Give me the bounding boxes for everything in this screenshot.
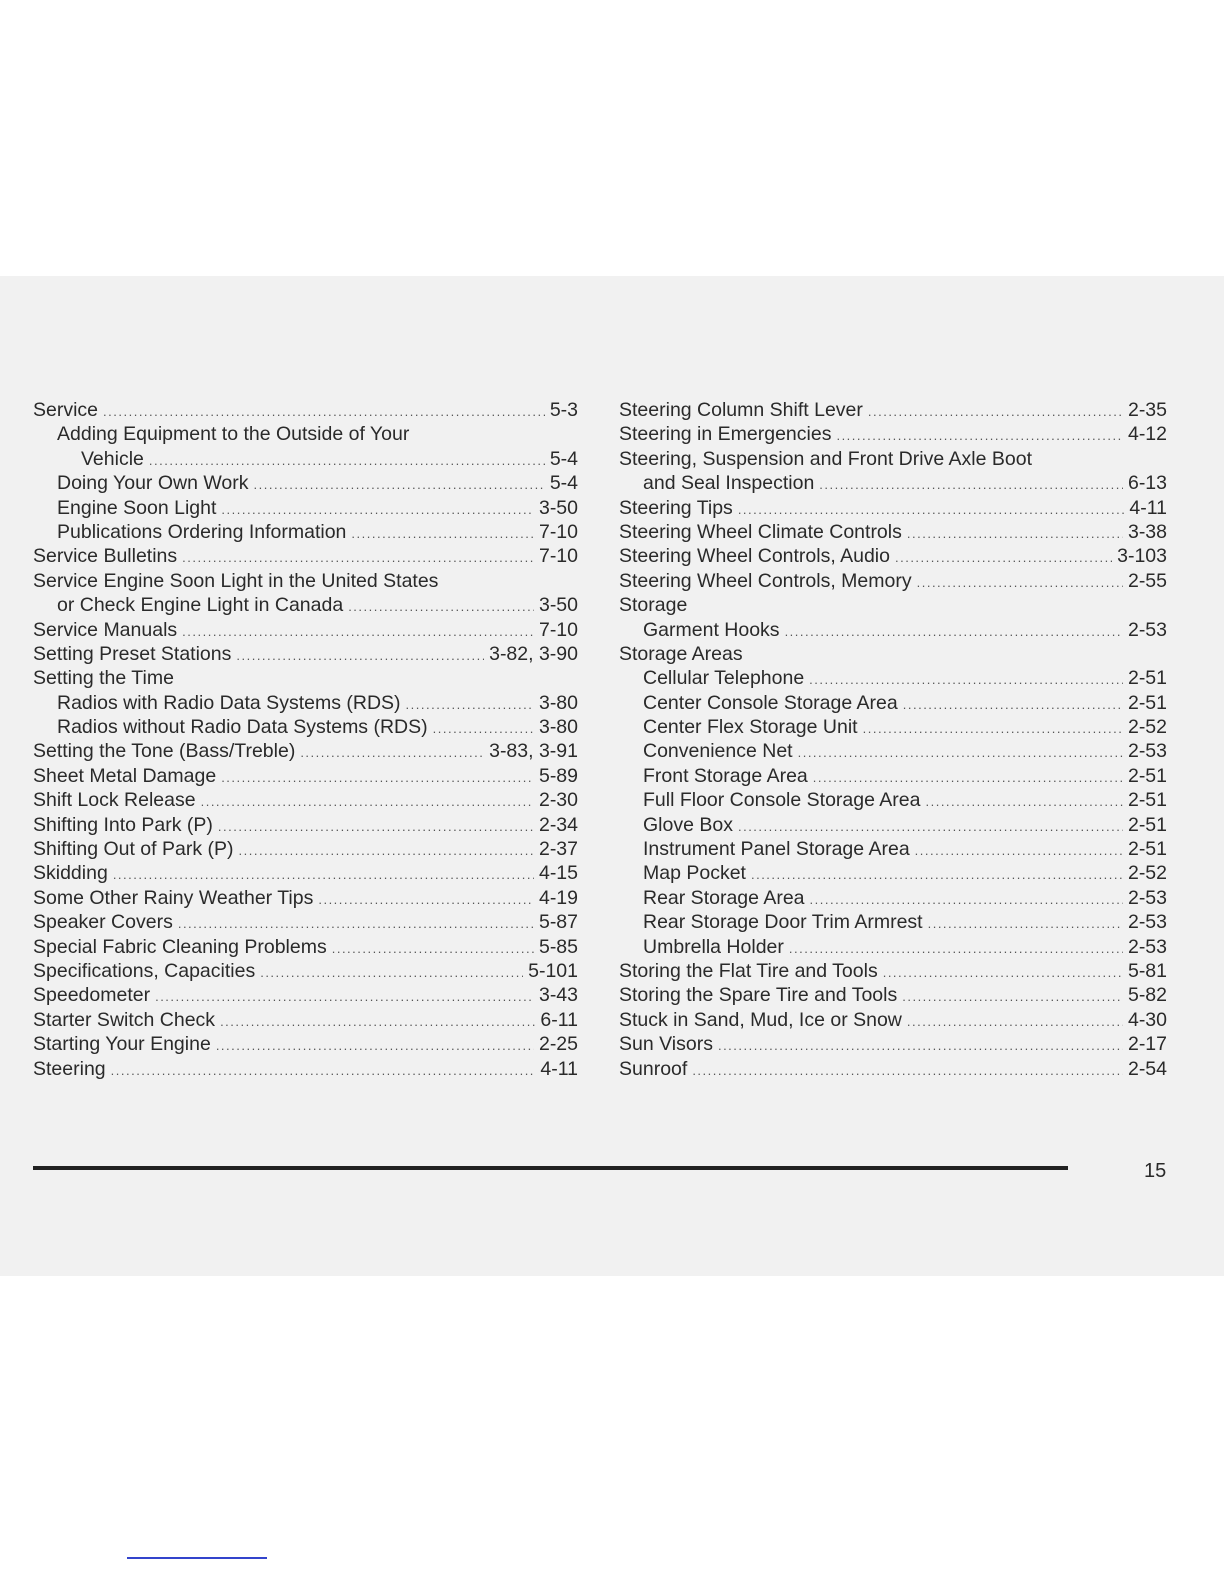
dot-leader bbox=[221, 498, 534, 522]
index-entry bbox=[619, 618, 1167, 642]
index-entry bbox=[619, 593, 1167, 617]
index-entry-page: 2-53 bbox=[1127, 935, 1167, 958]
index-entry bbox=[619, 398, 1167, 422]
index-entry-page: 2-53 bbox=[1127, 618, 1167, 641]
dot-leader bbox=[925, 790, 1122, 814]
index-entry-page: 2-51 bbox=[1127, 813, 1167, 836]
index-entry bbox=[619, 910, 1167, 934]
index-entry-label: Steering, Suspension and Front Drive Axle Boot bbox=[619, 447, 1032, 470]
index-entry-page: 3-50 bbox=[538, 594, 578, 617]
index-entry-label: Glove Box bbox=[643, 813, 733, 836]
index-entry-page: 2-37 bbox=[538, 838, 578, 861]
dot-leader bbox=[201, 790, 534, 814]
index-entry-label: Front Storage Area bbox=[643, 764, 808, 787]
link-underline[interactable] bbox=[127, 1557, 267, 1559]
index-entry bbox=[619, 959, 1167, 983]
index-entry-page: 2-17 bbox=[1127, 1033, 1167, 1056]
index-entry-label: Sheet Metal Damage bbox=[33, 764, 217, 787]
dot-leader bbox=[103, 400, 545, 424]
index-entry bbox=[33, 715, 578, 739]
dot-leader bbox=[221, 766, 534, 790]
dot-leader bbox=[917, 571, 1123, 595]
dot-leader bbox=[868, 400, 1123, 424]
index-entry bbox=[33, 666, 578, 690]
index-entry-page: 2-51 bbox=[1127, 838, 1167, 861]
index-entry bbox=[33, 1008, 578, 1032]
dot-leader bbox=[785, 620, 1123, 644]
index-entry bbox=[619, 813, 1167, 837]
dot-leader bbox=[433, 717, 534, 741]
index-entry bbox=[33, 935, 578, 959]
dot-leader bbox=[332, 937, 534, 961]
index-entry bbox=[619, 496, 1167, 520]
index-entry bbox=[619, 1057, 1167, 1081]
dot-leader bbox=[718, 1034, 1123, 1058]
index-entry-label: Garment Hooks bbox=[643, 618, 780, 641]
index-entry-page: 2-25 bbox=[538, 1033, 578, 1056]
index-entry-page: 4-11 bbox=[1129, 496, 1167, 519]
dot-leader bbox=[351, 522, 534, 546]
index-entry-label: Steering Wheel Controls, Memory bbox=[619, 569, 912, 592]
index-entry-label: Steering in Emergencies bbox=[619, 423, 832, 446]
dot-leader bbox=[692, 1059, 1123, 1083]
dot-leader bbox=[149, 449, 545, 473]
index-entry-label: Starter Switch Check bbox=[33, 1008, 216, 1031]
index-entry bbox=[33, 764, 578, 788]
index-entry-page: 5-4 bbox=[549, 472, 578, 495]
dot-leader bbox=[809, 668, 1123, 692]
index-entry-label: and Seal Inspection bbox=[643, 472, 815, 495]
index-entry-page: 2-51 bbox=[1127, 789, 1167, 812]
index-entry-page: 3-38 bbox=[1127, 520, 1167, 543]
index-entry-label: Storage bbox=[619, 594, 688, 617]
dot-leader bbox=[300, 741, 484, 765]
index-entry-label: Storing the Spare Tire and Tools bbox=[619, 984, 898, 1007]
index-entry-page: 3-83, 3-91 bbox=[489, 740, 578, 763]
index-entry bbox=[619, 935, 1167, 959]
index-entry-label: Service bbox=[33, 399, 99, 421]
index-entry-label: Adding Equipment to the Outside of Your bbox=[57, 423, 410, 446]
dot-leader bbox=[907, 522, 1123, 546]
index-entry-page: 4-19 bbox=[538, 886, 578, 909]
index-entry-page: 5-4 bbox=[549, 447, 578, 470]
index-entry bbox=[33, 739, 578, 763]
dot-leader bbox=[863, 717, 1123, 741]
index-entry-label: Instrument Panel Storage Area bbox=[643, 838, 910, 861]
index-entry-page: 4-15 bbox=[538, 862, 578, 885]
index-entry-label: Steering Wheel Controls, Audio bbox=[619, 545, 890, 568]
index-entry-page: 6-11 bbox=[540, 1008, 578, 1031]
index-entry bbox=[619, 691, 1167, 715]
dot-leader bbox=[836, 424, 1123, 448]
index-entry bbox=[619, 447, 1167, 471]
index-entry bbox=[33, 1057, 578, 1081]
index-entry-label: Some Other Rainy Weather Tips bbox=[33, 886, 314, 909]
index-entry-page: 2-52 bbox=[1127, 716, 1167, 739]
index-entry bbox=[33, 886, 578, 910]
index-entry-label: Speedometer bbox=[33, 984, 151, 1007]
index-entry-page: 3-103 bbox=[1117, 545, 1167, 568]
index-entry-page: 5-89 bbox=[538, 764, 578, 787]
dot-leader bbox=[738, 498, 1125, 522]
index-entry bbox=[33, 422, 578, 446]
index-entry-page: 2-53 bbox=[1127, 740, 1167, 763]
index-entry bbox=[619, 715, 1167, 739]
index-entry-page: 3-80 bbox=[538, 716, 578, 739]
dot-leader bbox=[789, 937, 1123, 961]
dot-leader bbox=[810, 888, 1123, 912]
index-entry-label: Storage Areas bbox=[619, 642, 743, 665]
index-entry-page: 2-51 bbox=[1127, 691, 1167, 714]
index-entry bbox=[33, 910, 578, 934]
dot-leader bbox=[819, 473, 1123, 497]
index-entry-page: 7-10 bbox=[538, 618, 578, 641]
dot-leader bbox=[178, 912, 534, 936]
dot-leader bbox=[236, 644, 484, 668]
dot-leader bbox=[216, 1034, 534, 1058]
index-entry bbox=[619, 1008, 1167, 1032]
dot-leader bbox=[318, 888, 534, 912]
index-entry-page: 7-10 bbox=[538, 520, 578, 543]
index-entry-page: 3-82, 3-90 bbox=[489, 642, 578, 665]
index-entry-page: 5-81 bbox=[1127, 959, 1167, 982]
index-entry bbox=[619, 666, 1167, 690]
index-entry bbox=[33, 593, 578, 617]
index-entry-label: Full Floor Console Storage Area bbox=[643, 789, 921, 812]
index-entry-label: Map Pocket bbox=[643, 862, 746, 885]
index-entry-label: Skidding bbox=[33, 862, 108, 885]
index-entry-page: 4-12 bbox=[1127, 423, 1167, 446]
dot-leader bbox=[813, 766, 1123, 790]
index-entry-page: 5-87 bbox=[538, 911, 578, 934]
index-entry-label: Shifting Into Park (P) bbox=[33, 813, 213, 836]
index-entry-page: 5-101 bbox=[528, 959, 578, 982]
index-entry-label: Rear Storage Area bbox=[643, 886, 805, 909]
index-entry bbox=[619, 983, 1167, 1007]
index-entry-page: 2-55 bbox=[1127, 569, 1167, 592]
index-entry-label: Steering Tips bbox=[619, 496, 733, 519]
index-entry-label: Cellular Telephone bbox=[643, 667, 805, 690]
index-entry bbox=[619, 1032, 1167, 1056]
index-entry bbox=[33, 691, 578, 715]
index-entry-label: or Check Engine Light in Canada bbox=[57, 594, 344, 617]
index-entry-page: 5-3 bbox=[549, 399, 578, 421]
index-entry-page: 6-13 bbox=[1127, 472, 1167, 495]
index-entry-label: Radios without Radio Data Systems (RDS) bbox=[57, 716, 428, 739]
index-entry bbox=[619, 520, 1167, 544]
index-entry bbox=[33, 520, 578, 544]
index-entry-label: Stuck in Sand, Mud, Ice or Snow bbox=[619, 1008, 902, 1031]
index-entry-label: Doing Your Own Work bbox=[57, 472, 249, 495]
dot-leader bbox=[903, 693, 1123, 717]
index-entry-label: Service Bulletins bbox=[33, 545, 178, 568]
index-entry-label: Setting Preset Stations bbox=[33, 642, 232, 665]
index-entry bbox=[619, 764, 1167, 788]
index-entry-page: 3-43 bbox=[538, 984, 578, 1007]
index-entry-label: Storing the Flat Tire and Tools bbox=[619, 959, 878, 982]
dot-leader bbox=[751, 863, 1123, 887]
index-entry-label: Vehicle bbox=[81, 447, 144, 470]
index-entry bbox=[619, 861, 1167, 885]
index-entry bbox=[619, 886, 1167, 910]
index-entry bbox=[33, 642, 578, 666]
index-entry-page: 2-53 bbox=[1127, 911, 1167, 934]
index-entry-page: 2-54 bbox=[1127, 1057, 1167, 1080]
index-entry-label: Setting the Time bbox=[33, 667, 174, 690]
index-entry-label: Setting the Tone (Bass/Treble) bbox=[33, 740, 296, 763]
index-entry-label: Shifting Out of Park (P) bbox=[33, 838, 234, 861]
index-entry bbox=[619, 788, 1167, 812]
index-entry bbox=[619, 642, 1167, 666]
index-entry bbox=[33, 813, 578, 837]
index-entry-page: 4-11 bbox=[540, 1057, 578, 1080]
index-entry bbox=[33, 618, 578, 642]
index-entry bbox=[33, 861, 578, 885]
index-entry-label: Publications Ordering Information bbox=[57, 520, 347, 543]
index-entry bbox=[33, 959, 578, 983]
index-entry-label: Sun Visors bbox=[619, 1033, 713, 1056]
dot-leader bbox=[220, 1010, 535, 1034]
index-entry bbox=[33, 471, 578, 495]
page-number: 15 bbox=[1144, 1160, 1167, 1182]
index-entry bbox=[619, 837, 1167, 861]
dot-leader bbox=[260, 961, 523, 985]
index-entry-page: 3-50 bbox=[538, 496, 578, 519]
index-entry-label: Center Flex Storage Unit bbox=[643, 716, 858, 739]
index-entry bbox=[33, 496, 578, 520]
index-entry-label: Special Fabric Cleaning Problems bbox=[33, 935, 327, 958]
dot-leader bbox=[254, 473, 545, 497]
index-entry-page: 2-35 bbox=[1127, 399, 1167, 421]
index-entry-label: Convenience Net bbox=[643, 740, 793, 763]
index-entry-page: 2-51 bbox=[1127, 667, 1167, 690]
dot-leader bbox=[218, 815, 534, 839]
index-column-right bbox=[619, 398, 1167, 1081]
index-entry bbox=[33, 447, 578, 471]
index-entry-page: 2-34 bbox=[538, 813, 578, 836]
footer-rule bbox=[33, 1166, 1068, 1170]
index-entry-page: 3-80 bbox=[538, 691, 578, 714]
dot-leader bbox=[798, 741, 1123, 765]
index-entry-label: Rear Storage Door Trim Armrest bbox=[643, 911, 923, 934]
index-entry-page: 5-82 bbox=[1127, 984, 1167, 1007]
index-entry bbox=[33, 983, 578, 1007]
dot-leader bbox=[915, 839, 1123, 863]
index-entry bbox=[33, 398, 578, 422]
index-column-left bbox=[33, 398, 578, 1081]
index-entry bbox=[619, 739, 1167, 763]
index-entry-label: Umbrella Holder bbox=[643, 935, 784, 958]
index-entry bbox=[619, 471, 1167, 495]
index-entry-label: Speaker Covers bbox=[33, 911, 173, 934]
dot-leader bbox=[406, 693, 534, 717]
dot-leader bbox=[111, 1059, 536, 1083]
index-entry bbox=[619, 422, 1167, 446]
index-entry-label: Starting Your Engine bbox=[33, 1033, 211, 1056]
index-entry-label: Service Engine Soon Light in the United States bbox=[33, 569, 439, 592]
index-entry-label: Specifications, Capacities bbox=[33, 959, 256, 982]
index-entry-page: 2-30 bbox=[538, 789, 578, 812]
index-entry-label: Steering Wheel Climate Controls bbox=[619, 520, 902, 543]
dot-leader bbox=[902, 985, 1123, 1009]
index-entry-page: 5-85 bbox=[538, 935, 578, 958]
index-entry-label: Service Manuals bbox=[33, 618, 178, 641]
index-entry-label: Steering bbox=[33, 1057, 106, 1080]
dot-leader bbox=[348, 595, 534, 619]
index-entry-page: 4-30 bbox=[1127, 1008, 1167, 1031]
index-entry bbox=[619, 544, 1167, 568]
dot-leader bbox=[155, 985, 534, 1009]
index-entry-label: Center Console Storage Area bbox=[643, 691, 898, 714]
index-entry bbox=[33, 569, 578, 593]
index-entry-page: 7-10 bbox=[538, 545, 578, 568]
index-entry bbox=[619, 569, 1167, 593]
index-entry-label: Steering Column Shift Lever bbox=[619, 399, 863, 421]
dot-leader bbox=[883, 961, 1123, 985]
dot-leader bbox=[182, 620, 534, 644]
index-entry-page: 2-52 bbox=[1127, 862, 1167, 885]
index-entry-label: Engine Soon Light bbox=[57, 496, 217, 519]
index-entry-page: 2-53 bbox=[1127, 886, 1167, 909]
dot-leader bbox=[239, 839, 534, 863]
index-entry-label: Radios with Radio Data Systems (RDS) bbox=[57, 691, 401, 714]
dot-leader bbox=[113, 863, 534, 887]
index-entry-label: Sunroof bbox=[619, 1057, 688, 1080]
dot-leader bbox=[738, 815, 1123, 839]
index-entry bbox=[33, 837, 578, 861]
dot-leader bbox=[182, 546, 534, 570]
index-entry bbox=[33, 1032, 578, 1056]
dot-leader bbox=[895, 546, 1112, 570]
index-entry bbox=[33, 788, 578, 812]
index-entry bbox=[33, 544, 578, 568]
dot-leader bbox=[928, 912, 1123, 936]
index-entry-label: Shift Lock Release bbox=[33, 789, 196, 812]
index-entry-page: 2-51 bbox=[1127, 764, 1167, 787]
dot-leader bbox=[907, 1010, 1123, 1034]
